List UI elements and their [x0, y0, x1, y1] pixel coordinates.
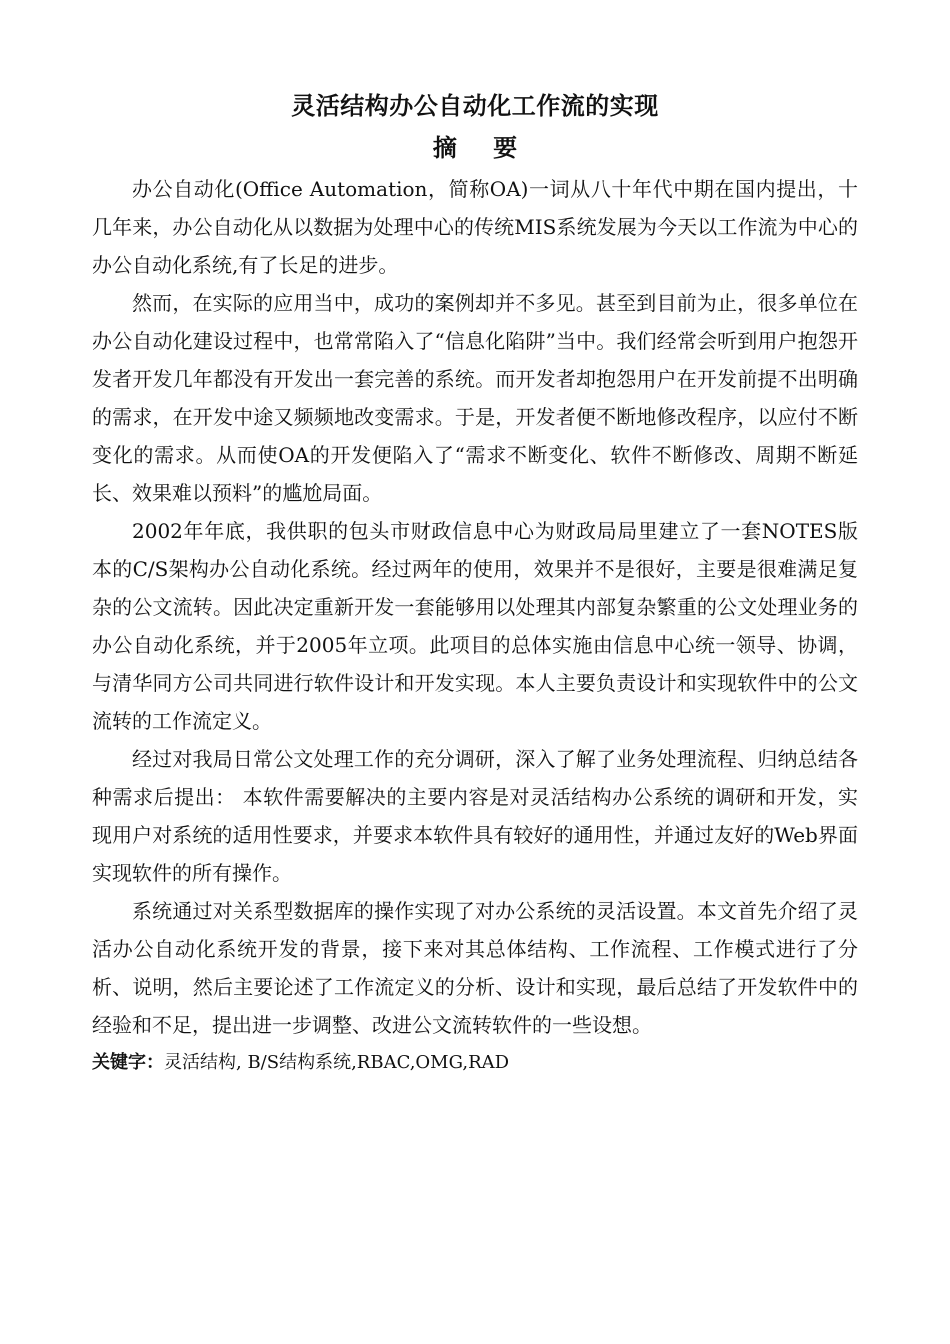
abstract-paragraph: 经过对我局日常公文处理工作的充分调研，深入了解了业务处理流程、归纳总结各种需求后提出： 本软件需要解决的主要内容是对灵活结构办公系统的调研和开发，实现用户对系统的适用性要求，并要求本软件具有较好的通用性，并通过友好的Web界面实现软件的所有操作。	[92, 747, 858, 885]
keywords-label: 关键字：	[92, 1052, 164, 1073]
abstract-paragraph: 系统通过对关系型数据库的操作实现了对办公系统的灵活设置。本文首先介绍了灵活办公自动化系统开发的背景，接下来对其总体结构、工作流程、工作模式进行了分析、说明，然后主要论述了工作流定义的分析、设计和实现，最后总结了开发软件中的经验和不足，提出进一步调整、改进公文流转软件的一些设想。	[92, 899, 858, 1037]
document-title: 灵活结构办公自动化工作流的实现	[291, 92, 659, 120]
abstract-heading: 摘 要	[432, 134, 532, 162]
abstract-paragraph: 办公自动化(Office Automation，简称OA)一词从八十年代中期在国内提出，十几年来，办公自动化从以数据为处理中心的传统MIS系统发展为今天以工作流为中心的办公自动化系统,有了长足的进步。	[92, 177, 858, 277]
keywords-line	[92, 1044, 858, 1082]
document-page	[92, 84, 858, 1082]
keywords-value: 灵活结构, B/S结构系统,RBAC,OMG,RAD	[164, 1052, 510, 1073]
abstract-paragraph: 2002年年底，我供职的包头市财政信息中心为财政局局里建立了一套NOTES版本的C/S架构办公自动化系统。经过两年的使用，效果并不是很好，主要是很难满足复杂的公文流转。因此决定重新开发一套能够用以处理其内部复杂繁重的公文处理业务的办公自动化系统，并于2005年立项。此项目的总体实施由信息中心统一领导、协调，与清华同方公司共同进行软件设计和开发实现。本人主要负责设计和实现软件中的公文流转的工作流定义。	[92, 519, 858, 733]
abstract-paragraph: 然而，在实际的应用当中，成功的案例却并不多见。甚至到目前为止，很多单位在办公自动化建设过程中，也常常陷入了“信息化陷阱”当中。我们经常会听到用户抱怨开发者开发几年都没有开发出一套完善的系统。而开发者却抱怨用户在开发前提不出明确的需求，在开发中途又频频地改变需求。于是，开发者便不断地修改程序，以应付不断变化的需求。从而使OA的开发便陷入了“需求不断变化、软件不断修改、周期不断延长、效果难以预料”的尴尬局面。	[92, 291, 858, 505]
